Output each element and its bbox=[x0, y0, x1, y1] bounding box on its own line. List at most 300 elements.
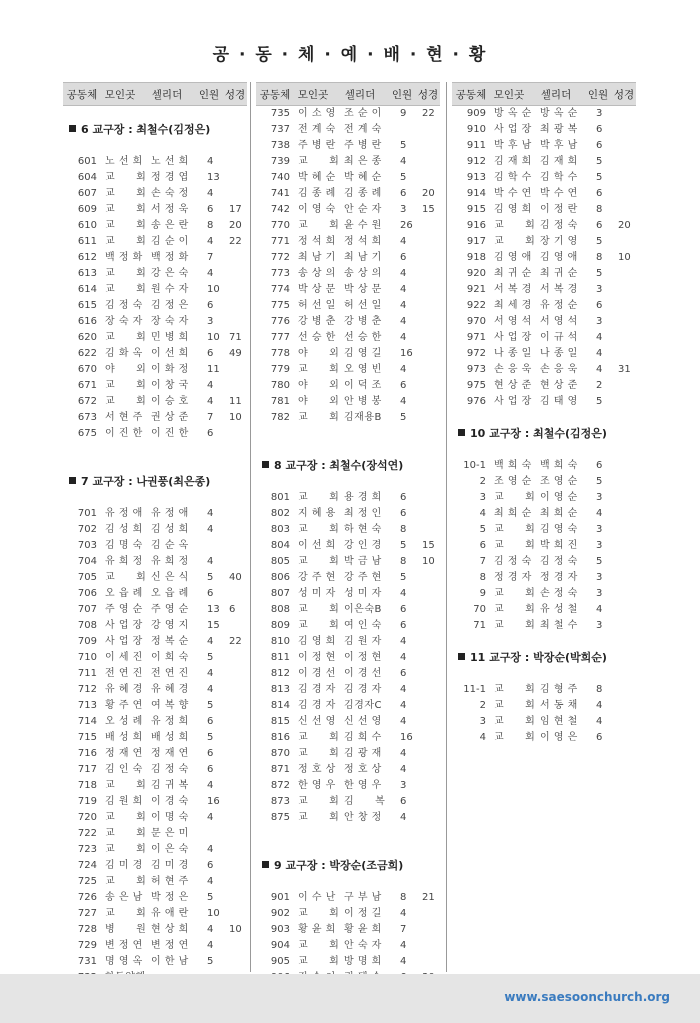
cell-bible bbox=[422, 746, 440, 762]
cell-code: 722 bbox=[77, 828, 97, 839]
cell-attendance: 6 bbox=[400, 620, 407, 631]
cell-code: 601 bbox=[77, 156, 97, 167]
table-row bbox=[63, 666, 247, 682]
table-row bbox=[256, 314, 440, 330]
cell-bible bbox=[229, 778, 247, 794]
website-link[interactable]: www.saesoonchurch.org bbox=[504, 990, 670, 1004]
cell-bible bbox=[422, 762, 440, 778]
cell-place: 배 성 희 bbox=[105, 732, 143, 743]
cell-place: 이 세 진 bbox=[105, 652, 143, 663]
cell-place: 황 윤 희 bbox=[298, 924, 336, 935]
cell-leader: 안 순 자 bbox=[344, 204, 382, 215]
cell-code: 916 bbox=[466, 220, 486, 231]
cell-code: 715 bbox=[77, 732, 97, 743]
cell-bible bbox=[618, 586, 636, 602]
cell-code: 875 bbox=[270, 812, 290, 823]
cell-bible bbox=[229, 314, 247, 330]
cell-code: 804 bbox=[270, 540, 290, 551]
table-row bbox=[452, 234, 636, 250]
cell-bible bbox=[229, 682, 247, 698]
table-row bbox=[63, 890, 247, 906]
cell-attendance: 4 bbox=[596, 364, 603, 375]
cell-bible: 22 bbox=[422, 108, 435, 119]
header-cell-leader: 셀리더 bbox=[540, 88, 572, 101]
cell-attendance: 4 bbox=[400, 684, 407, 695]
table-row bbox=[63, 602, 247, 618]
cell-place: 최 세 경 bbox=[494, 300, 532, 311]
cell-place: 야 외 bbox=[298, 348, 340, 359]
table-row bbox=[452, 106, 636, 122]
cell-bible bbox=[618, 714, 636, 730]
cell-bible bbox=[422, 602, 440, 618]
cell-code: 616 bbox=[77, 316, 97, 327]
cell-bible bbox=[618, 314, 636, 330]
cell-place: 교 회 bbox=[298, 908, 340, 919]
cell-bible bbox=[422, 586, 440, 602]
cell-code: 8 bbox=[479, 572, 486, 583]
cell-code: 971 bbox=[466, 332, 486, 343]
cell-place: 서 영 석 bbox=[494, 316, 532, 327]
header-bible: 성경 bbox=[613, 88, 635, 101]
cell-leader: 박 후 남 bbox=[540, 140, 578, 151]
cell-code: 902 bbox=[270, 908, 290, 919]
cell-code: 728 bbox=[77, 924, 97, 935]
cell-attendance: 7 bbox=[207, 252, 214, 263]
table-row bbox=[256, 906, 440, 922]
cell-leader: 박 혜 순 bbox=[344, 172, 382, 183]
cell-leader: 여 복 향 bbox=[151, 700, 189, 711]
cell-bible bbox=[229, 714, 247, 730]
cell-attendance: 3 bbox=[400, 780, 407, 791]
cell-leader: 방 명 희 bbox=[344, 956, 382, 967]
cell-code: 709 bbox=[77, 636, 97, 647]
cell-leader: 송 상 의 bbox=[344, 268, 382, 279]
cell-code: 711 bbox=[77, 668, 97, 679]
table-row bbox=[256, 762, 440, 778]
cell-place: 교 회 bbox=[494, 684, 536, 695]
cell-attendance: 4 bbox=[400, 764, 407, 775]
cell-bible bbox=[422, 634, 440, 650]
cell-place: 현 상 준 bbox=[494, 380, 532, 391]
cell-attendance: 5 bbox=[596, 476, 603, 487]
cell-place: 김 성 희 bbox=[105, 524, 143, 535]
table-row bbox=[452, 362, 636, 378]
cell-bible bbox=[229, 154, 247, 170]
cell-attendance: 4 bbox=[400, 908, 407, 919]
cell-place: 정 석 희 bbox=[298, 236, 336, 247]
cell-bible bbox=[618, 298, 636, 314]
cell-attendance: 4 bbox=[400, 588, 407, 599]
cell-place: 명 영 옥 bbox=[105, 956, 143, 967]
cell-leader: 안 숙 자 bbox=[344, 940, 382, 951]
cell-bible bbox=[422, 570, 440, 586]
spacer bbox=[452, 634, 636, 650]
cell-place: 김 경 자 bbox=[298, 684, 336, 695]
cell-place: 이 선 희 bbox=[298, 540, 336, 551]
cell-place: 교 회 bbox=[494, 732, 536, 743]
cell-attendance: 10 bbox=[207, 284, 220, 295]
cell-leader: 서 복 경 bbox=[540, 284, 578, 295]
cell-attendance: 9 bbox=[400, 108, 407, 119]
table-row bbox=[452, 282, 636, 298]
cell-code: 773 bbox=[270, 268, 290, 279]
cell-attendance: 5 bbox=[207, 652, 214, 663]
cell-leader: 강 은 숙 bbox=[151, 268, 189, 279]
cell-leader: 박 금 남 bbox=[344, 556, 382, 567]
cell-code: 3 bbox=[479, 492, 486, 503]
cell-attendance: 3 bbox=[596, 316, 603, 327]
cell-attendance: 6 bbox=[596, 220, 603, 231]
table-row bbox=[452, 330, 636, 346]
cell-attendance: 4 bbox=[207, 780, 214, 791]
cell-bible bbox=[618, 234, 636, 250]
cell-bible bbox=[422, 490, 440, 506]
cell-attendance: 4 bbox=[400, 300, 407, 311]
roster-column-2 bbox=[256, 82, 440, 1018]
cell-bible bbox=[618, 282, 636, 298]
cell-place: 전 계 숙 bbox=[298, 124, 336, 135]
cell-attendance: 26 bbox=[400, 220, 413, 231]
cell-leader: 한 영 우 bbox=[344, 780, 382, 791]
cell-leader: 최 희 순 bbox=[540, 508, 578, 519]
cell-place: 김 원 희 bbox=[105, 796, 143, 807]
cell-place: 교 회 bbox=[298, 732, 340, 743]
cell-leader: 이 창 국 bbox=[151, 380, 189, 391]
table-row bbox=[256, 666, 440, 682]
cell-attendance: 5 bbox=[596, 236, 603, 247]
cell-bible: 21 bbox=[422, 892, 435, 903]
table-row bbox=[452, 714, 636, 730]
cell-bible bbox=[618, 682, 636, 698]
cell-code: 742 bbox=[270, 204, 290, 215]
cell-place: 사 업 장 bbox=[494, 396, 532, 407]
cell-code: 723 bbox=[77, 844, 97, 855]
cell-code: 904 bbox=[270, 940, 290, 951]
cell-bible: 71 bbox=[229, 332, 242, 343]
cell-code: 2 bbox=[479, 700, 486, 711]
cell-leader: 김 태 영 bbox=[540, 396, 578, 407]
cell-place: 박 수 연 bbox=[494, 188, 532, 199]
cell-bible bbox=[618, 506, 636, 522]
cell-attendance: 4 bbox=[400, 652, 407, 663]
cell-bible bbox=[229, 378, 247, 394]
cell-leader: 강 인 경 bbox=[344, 540, 382, 551]
cell-code: 4 bbox=[479, 508, 486, 519]
cell-leader: 김 광 재 bbox=[344, 748, 382, 759]
cell-attendance: 3 bbox=[596, 572, 603, 583]
cell-bible bbox=[422, 938, 440, 954]
cell-place: 야 외 bbox=[298, 396, 340, 407]
cell-bible bbox=[422, 506, 440, 522]
cell-place: 교 회 bbox=[105, 572, 147, 583]
cell-leader: 박 수 연 bbox=[540, 188, 578, 199]
table-row bbox=[63, 250, 247, 266]
spacer bbox=[256, 874, 440, 890]
cell-place: 사 업 장 bbox=[494, 332, 532, 343]
table-row bbox=[452, 170, 636, 186]
cell-place: 교 회 bbox=[298, 956, 340, 967]
cell-attendance: 3 bbox=[596, 620, 603, 631]
spacer bbox=[452, 666, 636, 682]
table-row bbox=[256, 730, 440, 746]
cell-code: 921 bbox=[466, 284, 486, 295]
cell-place: 교 회 bbox=[494, 700, 536, 711]
cell-attendance: 6 bbox=[400, 668, 407, 679]
cell-place: 김 영 희 bbox=[494, 204, 532, 215]
cell-code: 812 bbox=[270, 668, 290, 679]
cell-place: 전 연 진 bbox=[105, 668, 143, 679]
square-bullet-icon bbox=[458, 653, 465, 660]
cell-place: 교 회 bbox=[494, 588, 536, 599]
cell-leader: 이 덕 조 bbox=[344, 380, 382, 391]
cell-attendance: 6 bbox=[207, 348, 214, 359]
cell-leader: 송 은 란 bbox=[151, 220, 189, 231]
cell-code: 910 bbox=[466, 124, 486, 135]
cell-attendance: 4 bbox=[400, 396, 407, 407]
table-row bbox=[256, 122, 440, 138]
cell-bible bbox=[618, 122, 636, 138]
table-row bbox=[63, 954, 247, 970]
cell-place: 정 경 자 bbox=[494, 572, 532, 583]
cell-leader: 장 숙 자 bbox=[151, 316, 189, 327]
cell-leader: 이 경 선 bbox=[344, 668, 382, 679]
cell-bible bbox=[229, 730, 247, 746]
cell-leader: 김 순 옥 bbox=[151, 540, 189, 551]
cell-attendance: 16 bbox=[207, 796, 220, 807]
table-row bbox=[452, 682, 636, 698]
table-row bbox=[63, 938, 247, 954]
header-attendance: 인원 bbox=[198, 88, 220, 101]
cell-code: 5 bbox=[479, 524, 486, 535]
cell-bible: 49 bbox=[229, 348, 242, 359]
cell-bible bbox=[422, 666, 440, 682]
cell-bible: 31 bbox=[618, 364, 631, 375]
cell-leader: 김 학 수 bbox=[540, 172, 578, 183]
cell-attendance: 3 bbox=[400, 204, 407, 215]
table-row bbox=[63, 266, 247, 282]
table-row bbox=[63, 426, 247, 442]
cell-attendance: 4 bbox=[400, 716, 407, 727]
cell-leader: 정 복 순 bbox=[151, 636, 189, 647]
cell-place: 장 숙 자 bbox=[105, 316, 143, 327]
cell-place: 박 후 남 bbox=[494, 140, 532, 151]
cell-place: 김 영 희 bbox=[298, 636, 336, 647]
table-row bbox=[63, 522, 247, 538]
cell-bible: 40 bbox=[229, 572, 242, 583]
table-row bbox=[63, 714, 247, 730]
cell-bible bbox=[229, 586, 247, 602]
cell-attendance: 4 bbox=[207, 924, 214, 935]
cell-code: 720 bbox=[77, 812, 97, 823]
cell-leader: 김 성 희 bbox=[151, 524, 189, 535]
cell-place: 방 옥 순 bbox=[494, 108, 532, 119]
spacer bbox=[452, 442, 636, 458]
cell-code: 737 bbox=[270, 124, 290, 135]
cell-attendance: 5 bbox=[596, 396, 603, 407]
district-heading-label: 7 교구장 : 나권풍(최은종) bbox=[81, 475, 211, 488]
cell-attendance: 6 bbox=[596, 460, 603, 471]
cell-bible bbox=[229, 810, 247, 826]
table-row bbox=[256, 378, 440, 394]
cell-attendance: 4 bbox=[207, 556, 214, 567]
cell-code: 702 bbox=[77, 524, 97, 535]
cell-leader: 오 읍 례 bbox=[151, 588, 189, 599]
table-row bbox=[256, 650, 440, 666]
cell-place: 김 영 애 bbox=[494, 252, 532, 263]
table-row bbox=[63, 362, 247, 378]
cell-bible: 6 bbox=[229, 604, 236, 615]
column-divider bbox=[446, 82, 447, 972]
cell-bible bbox=[229, 538, 247, 554]
cell-leader: 권 상 준 bbox=[151, 412, 189, 423]
cell-place: 나 종 일 bbox=[494, 348, 532, 359]
cell-place: 김 경 자 bbox=[298, 700, 336, 711]
table-row bbox=[256, 746, 440, 762]
cell-leader: 이 은 숙 bbox=[151, 844, 189, 855]
table-row bbox=[256, 490, 440, 506]
table-row bbox=[256, 186, 440, 202]
cell-bible bbox=[422, 682, 440, 698]
cell-leader: 전 연 진 bbox=[151, 668, 189, 679]
table-row bbox=[452, 154, 636, 170]
cell-code: 811 bbox=[270, 652, 290, 663]
cell-bible bbox=[618, 602, 636, 618]
cell-code: 975 bbox=[466, 380, 486, 391]
cell-leader: 이 한 남 bbox=[151, 956, 189, 967]
cell-leader: 조 순 이 bbox=[344, 108, 382, 119]
cell-attendance: 4 bbox=[596, 508, 603, 519]
cell-leader: 안 병 봉 bbox=[344, 396, 382, 407]
cell-leader: 강 병 춘 bbox=[344, 316, 382, 327]
cell-bible bbox=[229, 874, 247, 890]
cell-place: 사 업 장 bbox=[105, 636, 143, 647]
cell-code: 803 bbox=[270, 524, 290, 535]
cell-code: 706 bbox=[77, 588, 97, 599]
cell-leader: 허 선 일 bbox=[344, 300, 382, 311]
table-row bbox=[452, 522, 636, 538]
table-row bbox=[452, 186, 636, 202]
table-row bbox=[452, 202, 636, 218]
cell-bible bbox=[618, 186, 636, 202]
table-row bbox=[452, 394, 636, 410]
cell-bible bbox=[422, 234, 440, 250]
cell-bible bbox=[229, 842, 247, 858]
district-heading bbox=[452, 426, 636, 442]
cell-place: 교 회 bbox=[494, 492, 536, 503]
cell-code: 607 bbox=[77, 188, 97, 199]
cell-leader: 하 현 숙 bbox=[344, 524, 382, 535]
cell-attendance: 6 bbox=[596, 140, 603, 151]
cell-attendance: 4 bbox=[400, 636, 407, 647]
cell-place: 노 선 희 bbox=[105, 156, 143, 167]
cell-bible bbox=[422, 346, 440, 362]
cell-bible bbox=[229, 650, 247, 666]
table-row bbox=[256, 922, 440, 938]
cell-leader: 이 명 숙 bbox=[151, 812, 189, 823]
cell-code: 915 bbox=[466, 204, 486, 215]
cell-attendance: 5 bbox=[400, 412, 407, 423]
table-row bbox=[256, 714, 440, 730]
cell-code: 707 bbox=[77, 604, 97, 615]
cell-leader: 김 정 은 bbox=[151, 300, 189, 311]
table-row bbox=[63, 842, 247, 858]
cell-code: 810 bbox=[270, 636, 290, 647]
table-row bbox=[452, 458, 636, 474]
cell-leader: 백 희 숙 bbox=[540, 460, 578, 471]
cell-code: 871 bbox=[270, 764, 290, 775]
cell-place: 교 회 bbox=[105, 380, 147, 391]
district-heading bbox=[63, 122, 247, 138]
square-bullet-icon bbox=[69, 477, 76, 484]
cell-place: 이 경 선 bbox=[298, 668, 336, 679]
cell-attendance: 15 bbox=[207, 620, 220, 631]
cell-code: 672 bbox=[77, 396, 97, 407]
cell-code: 71 bbox=[473, 620, 486, 631]
cell-attendance: 4 bbox=[207, 268, 214, 279]
cell-leader: 현 상 준 bbox=[540, 380, 578, 391]
cell-code: 716 bbox=[77, 748, 97, 759]
cell-code: 3 bbox=[479, 716, 486, 727]
cell-code: 738 bbox=[270, 140, 290, 151]
cell-attendance: 4 bbox=[400, 364, 407, 375]
cell-leader: 이은숙B bbox=[344, 604, 382, 615]
district-heading bbox=[452, 650, 636, 666]
cell-leader: 김 영 숙 bbox=[540, 524, 578, 535]
cell-bible bbox=[618, 730, 636, 746]
table-row bbox=[63, 218, 247, 234]
spacer bbox=[452, 410, 636, 426]
cell-bible bbox=[618, 346, 636, 362]
cell-place: 야 외 bbox=[105, 364, 147, 375]
cell-leader: 유 혜 경 bbox=[151, 684, 189, 695]
district-heading-label: 11 교구장 : 박장순(박희순) bbox=[470, 651, 607, 664]
cell-bible bbox=[229, 186, 247, 202]
table-row bbox=[63, 234, 247, 250]
cell-code: 724 bbox=[77, 860, 97, 871]
cell-code: 615 bbox=[77, 300, 97, 311]
header-community: 공동체 bbox=[455, 88, 487, 101]
cell-attendance: 4 bbox=[400, 956, 407, 967]
cell-leader: 정 호 상 bbox=[344, 764, 382, 775]
cell-attendance: 6 bbox=[400, 796, 407, 807]
cell-attendance: 6 bbox=[400, 492, 407, 503]
cell-attendance: 6 bbox=[207, 764, 214, 775]
cell-attendance: 11 bbox=[207, 364, 220, 375]
cell-place: 교 회 bbox=[105, 204, 147, 215]
cell-place: 교 회 bbox=[298, 492, 340, 503]
cell-place: 강 주 현 bbox=[298, 572, 336, 583]
cell-code: 806 bbox=[270, 572, 290, 583]
cell-place: 최 희 순 bbox=[494, 508, 532, 519]
cell-leader: 최 정 인 bbox=[344, 508, 382, 519]
table-row bbox=[256, 154, 440, 170]
cell-bible bbox=[618, 378, 636, 394]
table-row bbox=[452, 570, 636, 586]
cell-leader: 강 영 지 bbox=[151, 620, 189, 631]
table-row bbox=[256, 810, 440, 826]
cell-attendance: 6 bbox=[400, 508, 407, 519]
table-row bbox=[452, 730, 636, 746]
cell-place: 한 영 우 bbox=[298, 780, 336, 791]
cell-leader: 성 미 자 bbox=[344, 588, 382, 599]
cell-leader: 정 경 엽 bbox=[151, 172, 189, 183]
cell-code: 70 bbox=[473, 604, 486, 615]
cell-leader: 김 순 이 bbox=[151, 236, 189, 247]
table-row bbox=[452, 554, 636, 570]
cell-attendance: 4 bbox=[207, 380, 214, 391]
cell-bible bbox=[618, 490, 636, 506]
cell-place: 교 회 bbox=[298, 812, 340, 823]
